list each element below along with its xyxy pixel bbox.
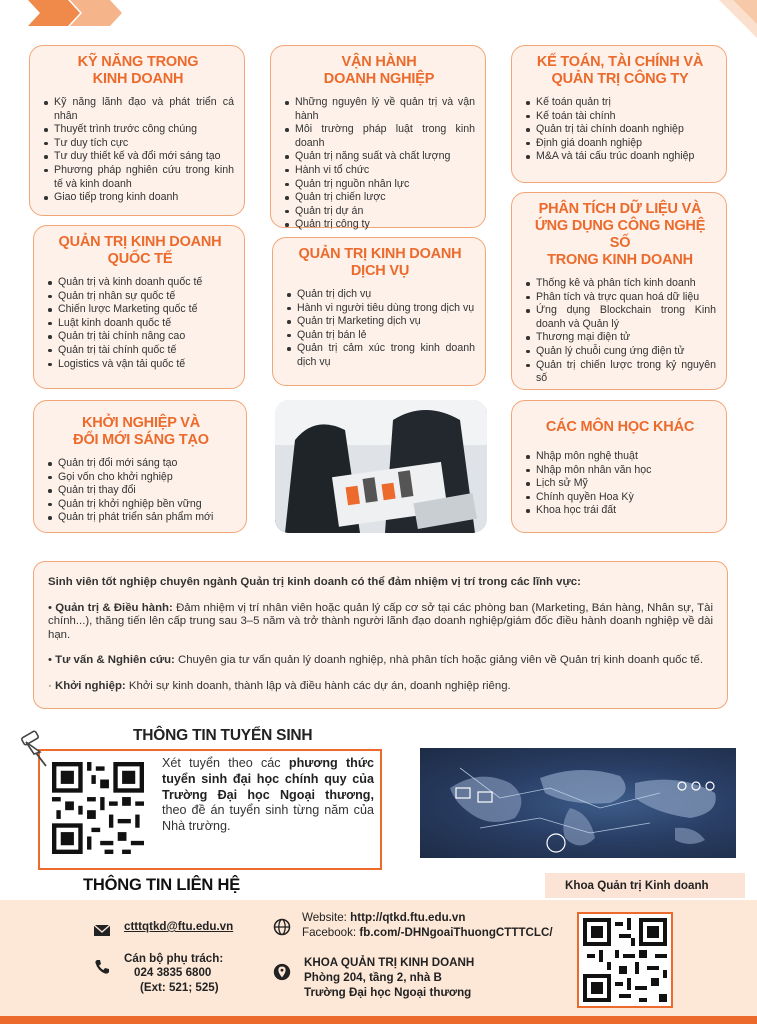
career-item: • Quản trị & Điều hành: Đảm nhiệm vị trí nhân viên hoặc quản lý cấp cơ sở tại các phòng ban (Marketing, Bán hàng, Nhân sự, Tài chính...), thăng tiến lên cấp trung sau 3–5 năm và trở thành người lãnh đạo doanh nghiệp/giám đốc điều hành doanh nghiệp về dài hạn. [48, 601, 713, 641]
list-item: Quản trị bán lẻ [285, 329, 475, 343]
list-item: Quản trị năng suất và chất lượng [283, 150, 475, 164]
card-data-analytics [511, 192, 727, 390]
career-label: Tư vấn & Nghiên cứu: [55, 654, 175, 667]
business-meeting-photo [275, 400, 487, 533]
address-line-2: Trường Đại học Ngoại thương [304, 986, 472, 999]
list-item: Kỹ năng lãnh đạo và phát triển cá nhân [42, 96, 234, 123]
list-item: Quản trị chiến lược trong kỷ nguyên số [524, 359, 716, 386]
list-item: Phương pháp nghiên cứu trong kinh tế và kinh doanh [42, 164, 234, 191]
email-link[interactable]: ctttqtkd@ftu.edu.vn [124, 920, 234, 933]
email-icon [92, 920, 112, 940]
list-item: Chính quyền Hoa Kỳ [524, 491, 716, 505]
list-item: Gọi vốn cho khởi nghiệp [46, 471, 236, 485]
career-item: · Khởi nghiệp: Khởi sự kinh doanh, thành lập và điều hành các dự án, doanh nghiệp riêng. [48, 679, 511, 692]
list-item: Quản trị nhân sự quốc tế [46, 290, 234, 304]
address-line-1: Phòng 204, tầng 2, nhà B [304, 971, 442, 984]
phone-number[interactable]: 024 3835 6800 [134, 966, 212, 979]
list-item: Nhập môn nghệ thuật [524, 450, 716, 464]
list-item: Luật kinh doanh quốc tế [46, 317, 234, 331]
card-international-business [33, 225, 245, 389]
card-title: QUẢN TRỊ KINH DOANH QUỐC TẾ [58, 234, 222, 267]
course-list [524, 450, 716, 518]
list-item: Quản trị đổi mới sáng tạo [46, 457, 236, 471]
list-item: Phân tích và trực quan hoá dữ liệu [524, 291, 716, 305]
bottom-accent-bar [0, 1016, 757, 1024]
career-label: Quản trị & Điều hành: [55, 601, 173, 614]
facebook-link[interactable]: fb.com/-DHNgoaiThuongCTTTCLC/ [359, 926, 553, 939]
list-item: Quản lý chuỗi cung ứng điện tử [524, 345, 716, 359]
card-service-business [272, 237, 486, 386]
list-item: Kế toán tài chính [524, 110, 716, 124]
admission-title: THÔNG TIN TUYỂN SINH [133, 727, 313, 744]
phone-icon [92, 957, 112, 977]
course-list [46, 457, 236, 525]
list-item: Quản trị nguồn nhân lực [283, 178, 475, 192]
contact-title: THÔNG TIN LIÊN HỆ [83, 876, 241, 894]
organization-name: KHOA QUẢN TRỊ KINH DOANH [304, 956, 475, 969]
facebook-line: Facebook: fb.com/-DHNgoaiThuongCTTTCLC/ [302, 926, 553, 939]
card-title: CÁC MÔN HỌC KHÁC [545, 419, 695, 435]
location-pin-icon [272, 962, 292, 982]
list-item: Thương mại điện tử [524, 331, 716, 345]
card-title: KẾ TOÁN, TÀI CHÍNH VÀ QUẢN TRỊ CÔNG TY [536, 54, 704, 87]
list-item: Quản trị tài chính doanh nghiệp [524, 123, 716, 137]
list-item: Quản trị tài chính quốc tế [46, 344, 234, 358]
course-list [283, 96, 475, 232]
list-item: Nhập môn nhân văn học [524, 464, 716, 478]
admission-text: Xét tuyển theo các phương thức tuyển sinh đại học chính quy của Trường Đại học Ngoại thương, theo đề án tuyển sinh từng năm của Nhà trường. [162, 756, 374, 834]
globe-icon [272, 917, 292, 937]
top-chevron-decoration [28, 0, 138, 26]
list-item: M&A và tái cấu trúc doanh nghiệp [524, 150, 716, 164]
list-item: Logistics và vận tải quốc tế [46, 358, 234, 372]
card-title: KHỞI NGHIỆP VÀ ĐỔI MỚI SÁNG TẠO [73, 415, 209, 448]
career-label: Khởi nghiệp: [54, 679, 126, 692]
list-item: Hành vi người tiêu dùng trong dịch vụ [285, 302, 475, 316]
card-other-subjects [511, 400, 727, 533]
list-item: Hành vi tổ chức [283, 164, 475, 178]
list-item: Thuyết trình trước công chúng [42, 123, 234, 137]
list-item: Giao tiếp trong kinh doanh [42, 191, 234, 205]
list-item: Lịch sử Mỹ [524, 477, 716, 491]
course-list [524, 96, 716, 164]
list-item: Quản trị phát triển sản phẩm mới [46, 511, 236, 525]
list-item: Quản trị công ty [283, 218, 475, 232]
list-item: Quản trị chiến lược [283, 191, 475, 205]
list-item: Kế toán quản trị [524, 96, 716, 110]
card-business-operations [270, 45, 486, 231]
card-title: PHÂN TÍCH DỮ LIỆU VÀ ỨNG DỤNG CÔNG NGHỆ SỐ TRONG KINH DOANH [534, 201, 706, 268]
card-entrepreneurship [33, 400, 247, 533]
course-list [46, 276, 234, 371]
list-item: Chiến lược Marketing quốc tế [46, 303, 234, 317]
list-item: Những nguyên lý về quản trị và vận hành [283, 96, 475, 123]
list-item: Quản trị Marketing dịch vụ [285, 315, 475, 329]
qr-code-icon [52, 762, 144, 854]
list-item: Định giá doanh nghiệp [524, 137, 716, 151]
career-section [33, 561, 728, 709]
list-item: Quản trị thay đổi [46, 484, 236, 498]
world-map-image [420, 748, 736, 858]
list-item: Thống kê và phân tích kinh doanh [524, 277, 716, 291]
list-item: Quản trị cảm xúc trong kinh doanh dịch vụ [285, 342, 475, 369]
list-item: Tư duy thiết kế và đổi mới sáng tạo [42, 150, 234, 164]
person-in-charge-label: Cán bộ phụ trách: [124, 952, 224, 965]
course-list [524, 277, 716, 386]
card-accounting-finance [511, 45, 727, 183]
card-title: VẬN HÀNH DOANH NGHIỆP [323, 54, 435, 87]
list-item: Quản trị khởi nghiệp bền vững [46, 498, 236, 512]
website-line: Website: http://qtkd.ftu.edu.vn [302, 911, 466, 924]
list-item: Tư duy tích cực [42, 137, 234, 151]
course-list [285, 288, 475, 370]
list-item: Quản trị dự án [283, 205, 475, 219]
course-list [42, 96, 234, 205]
list-item: Ứng dụng Blockchain trong Kinh doanh và Quản lý [524, 304, 716, 331]
career-text: Đảm nhiệm vị trí nhân viên hoặc quản lý cấp cơ sở tại các phòng ban (Marketing, Bán hàng, Nhân sự, Tài chính...), thăng tiến lên cấp trung sau 3–5 năm và trở thành người lãnh đạo doanh nghiệp/giám đốc điều hành doanh nghiệp về dài hạn. [48, 601, 713, 641]
card-title: QUẢN TRỊ KINH DOANH DỊCH VỤ [298, 246, 462, 279]
pushpin-icon [16, 730, 50, 770]
career-text: Chuyên gia tư vấn quản lý doanh nghiệp, nhà phân tích hoặc giảng viên về Quản trị kinh doanh quốc tế. [178, 654, 704, 667]
website-link[interactable]: http://qtkd.ftu.edu.vn [350, 911, 466, 924]
career-item: • Tư vấn & Nghiên cứu: Chuyên gia tư vấn quản lý doanh nghiệp, nhà phân tích hoặc giảng viên về Quản trị kinh doanh quốc tế. [48, 654, 704, 667]
career-intro: Sinh viên tốt nghiệp chuyên ngành Quản trị kinh doanh có thể đảm nhiệm vị trí trong các lĩnh vực: [48, 576, 581, 588]
card-business-skills [29, 45, 245, 216]
list-item: Quản trị dịch vụ [285, 288, 475, 302]
career-text: Khởi sự kinh doanh, thành lập và điều hành các dự án, doanh nghiệp riêng. [128, 679, 511, 692]
list-item: Quản trị tài chính nâng cao [46, 330, 234, 344]
card-title: KỸ NĂNG TRONG KINH DOANH [77, 54, 199, 87]
phone-extension: (Ext: 521; 525) [140, 981, 219, 994]
department-tag: Khoa Quản trị Kinh doanh [545, 873, 745, 898]
list-item: Quản trị và kinh doanh quốc tế [46, 276, 234, 290]
list-item: Môi trường pháp luật trong kinh doanh [283, 123, 475, 150]
qr-code-icon [577, 912, 673, 1008]
list-item: Khoa học trái đất [524, 504, 716, 518]
